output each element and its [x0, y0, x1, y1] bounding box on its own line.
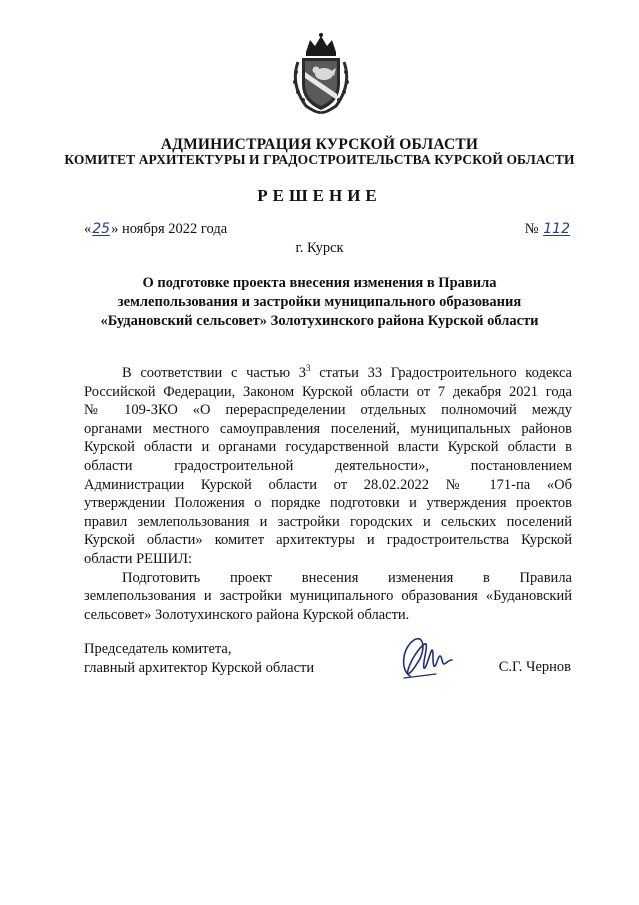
subject-line: «Будановский сельсовет» Золотухинского района Курской области — [100, 313, 539, 329]
signer-name: С.Г. Чернов — [498, 659, 571, 675]
body-line: Российской Федерации, Законом Курской области от 7 декабря 2021 года — [84, 383, 572, 400]
body-line: Курской области» комитет архитектуры и градостроительства Курской — [84, 532, 572, 549]
document-subject — [0, 274, 639, 331]
body-line: области градостроительной деятельности», постановлением — [84, 457, 572, 474]
coat-of-arms-icon — [288, 32, 354, 114]
document-body — [84, 364, 572, 624]
organization-name: АДМИНИСТРАЦИЯ КУРСКОЙ ОБЛАСТИ — [160, 136, 479, 153]
subject-line: землепользования и застройки муниципального образования — [117, 294, 522, 310]
position-line: Председатель комитета, — [84, 641, 232, 657]
subject-line: О подготовке проекта внесения изменения в Правила — [142, 275, 497, 291]
superscript: 3 — [306, 363, 311, 374]
document-type-heading: РЕШЕНИЕ — [257, 186, 382, 205]
position-line: главный архитектор Курской области — [84, 660, 315, 676]
city: г. Курск — [295, 240, 344, 256]
body-text: В соответствии с частью 3 — [122, 365, 306, 381]
body-line: Администрации Курской области от 28.02.2022 № 171-па «Об — [84, 476, 572, 493]
date-rest: » ноября 2022 года — [111, 221, 228, 237]
number-prefix: № — [524, 221, 539, 237]
body-line: землепользования и застройки муниципального образования «Будановский — [84, 588, 572, 605]
body-line: органами местного самоуправления поселений, муниципальных районов — [84, 420, 572, 437]
date-open-quote: « — [84, 221, 92, 237]
number-handwritten: 112 — [543, 221, 570, 237]
body-line: № 109-ЗКО «О перераспределении отдельных полномочий между — [84, 402, 572, 419]
body-line: Курской области и органами государственной власти Курской области в — [84, 439, 572, 456]
body-line: правил землепользования и застройки городских и сельских поселений — [84, 513, 572, 530]
body-line: утверждении Положения о порядке подготовки и утверждения проектов — [84, 495, 572, 512]
document-date — [84, 221, 227, 238]
body-line — [84, 364, 572, 383]
committee-name: КОМИТЕТ АРХИТЕКТУРЫ И ГРАДОСТРОИТЕЛЬСТВА КУРСКОЙ ОБЛАСТИ — [64, 152, 575, 167]
body-line: сельсовет» Золотухинского района Курской области. — [84, 606, 410, 623]
signer-position — [84, 640, 314, 678]
body-line: области РЕШИЛ: — [84, 550, 192, 567]
handwritten-signature-icon — [396, 630, 456, 682]
body-line: Подготовить проект внесения изменения в Правила — [122, 569, 572, 586]
document-number — [525, 221, 571, 238]
body-text: статьи 33 Градостроительного кодекса — [310, 365, 572, 381]
date-day-handwritten: 25 — [92, 221, 111, 237]
